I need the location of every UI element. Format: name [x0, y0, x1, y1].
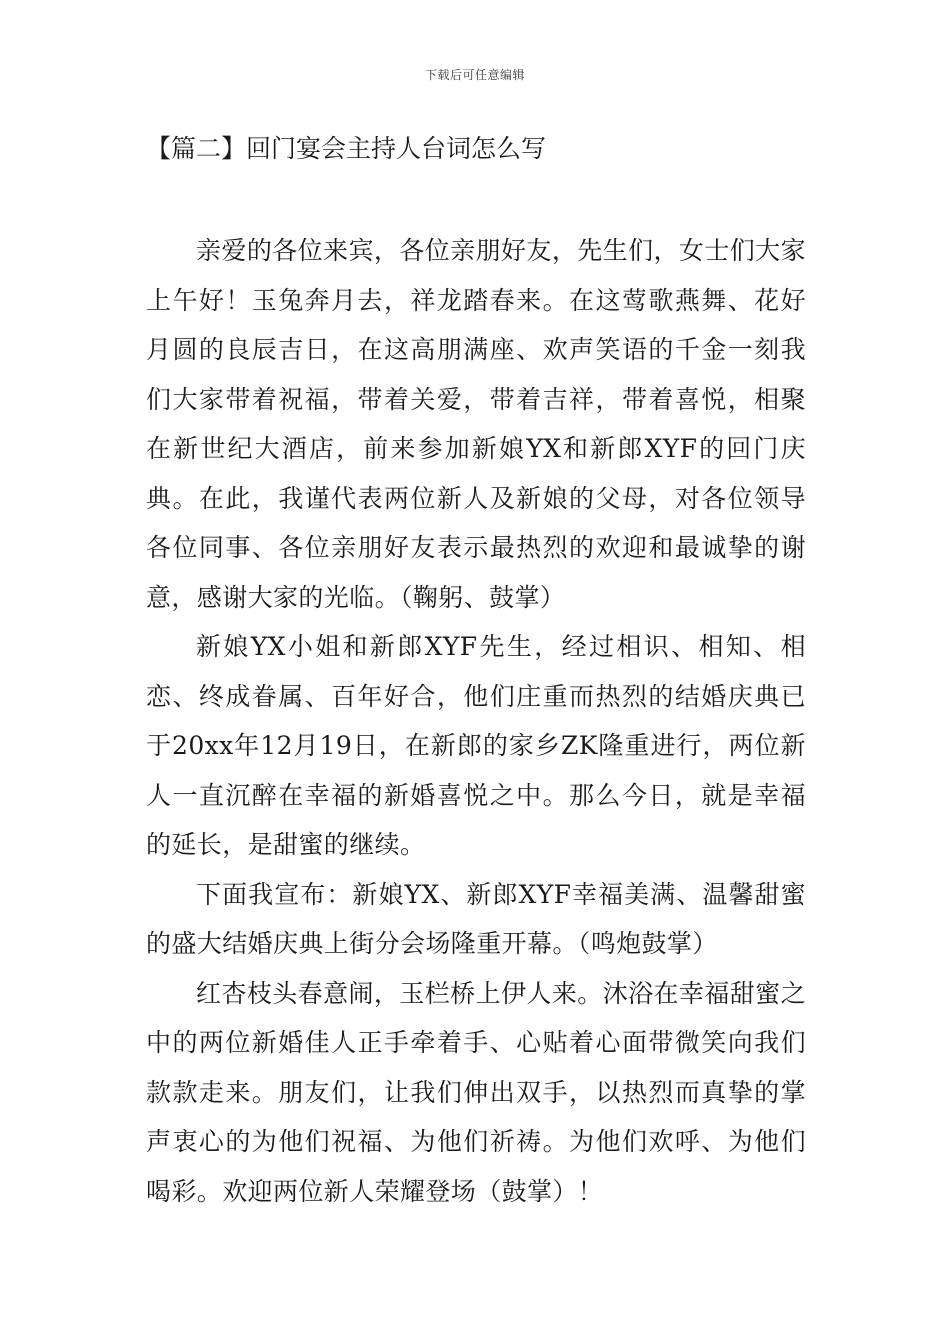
- paragraph-couple-story: 新娘YX小姐和新郎XYF先生，经过相识、相知、相恋、终成眷属、百年好合，他们庄重而热烈的结婚庆典已于20xx年12月19日，在新郎的家乡ZK隆重进行，两位新人一直沉醉在幸福的新婚喜悦之中。那么今日，就是幸福的延长，是甜蜜的继续。: [146, 632, 806, 859]
- paragraph-greeting: 亲爱的各位来宾，各位亲朋好友，先生们，女士们大家上午好！玉兔奔月去，祥龙踏春来。在这莺歌燕舞、花好月圆的良辰吉日，在这高朋满座、欢声笑语的千金一刻我们大家带着祝福，带着关爱，带着吉祥，带着喜悦，相聚在新世纪大酒店，前来参加新娘YX和新郎XYF的回门庆典。在此，我谨代表两位新人及新娘的父母，对各位领导各位同事、各位亲朋好友表示最热烈的欢迎和最诚挚的谢意，感谢大家的光临。（鞠躬、鼓掌）: [146, 236, 806, 612]
- document-title: 【篇二】回门宴会主持人台词怎么写: [146, 134, 547, 163]
- paragraph-welcome: 红杏枝头春意闹，玉栏桥上伊人来。沐浴在幸福甜蜜之中的两位新婚佳人正手牵着手、心贴着心面带微笑向我们款款走来。朋友们，让我们伸出双手，以热烈而真挚的掌声衷心的为他们祝福、为他们祈祷。为他们欢呼、为他们喝彩。欢迎两位新人荣耀登场（鼓掌）！: [146, 978, 806, 1206]
- paragraph-announcement: 下面我宣布：新娘YX、新郎XYF幸福美满、温馨甜蜜的盛大结婚庆典上街分会场隆重开幕。（鸣炮鼓掌）: [146, 879, 806, 958]
- header-note: 下载后可任意编辑: [424, 68, 525, 82]
- document-body: [146, 226, 806, 1216]
